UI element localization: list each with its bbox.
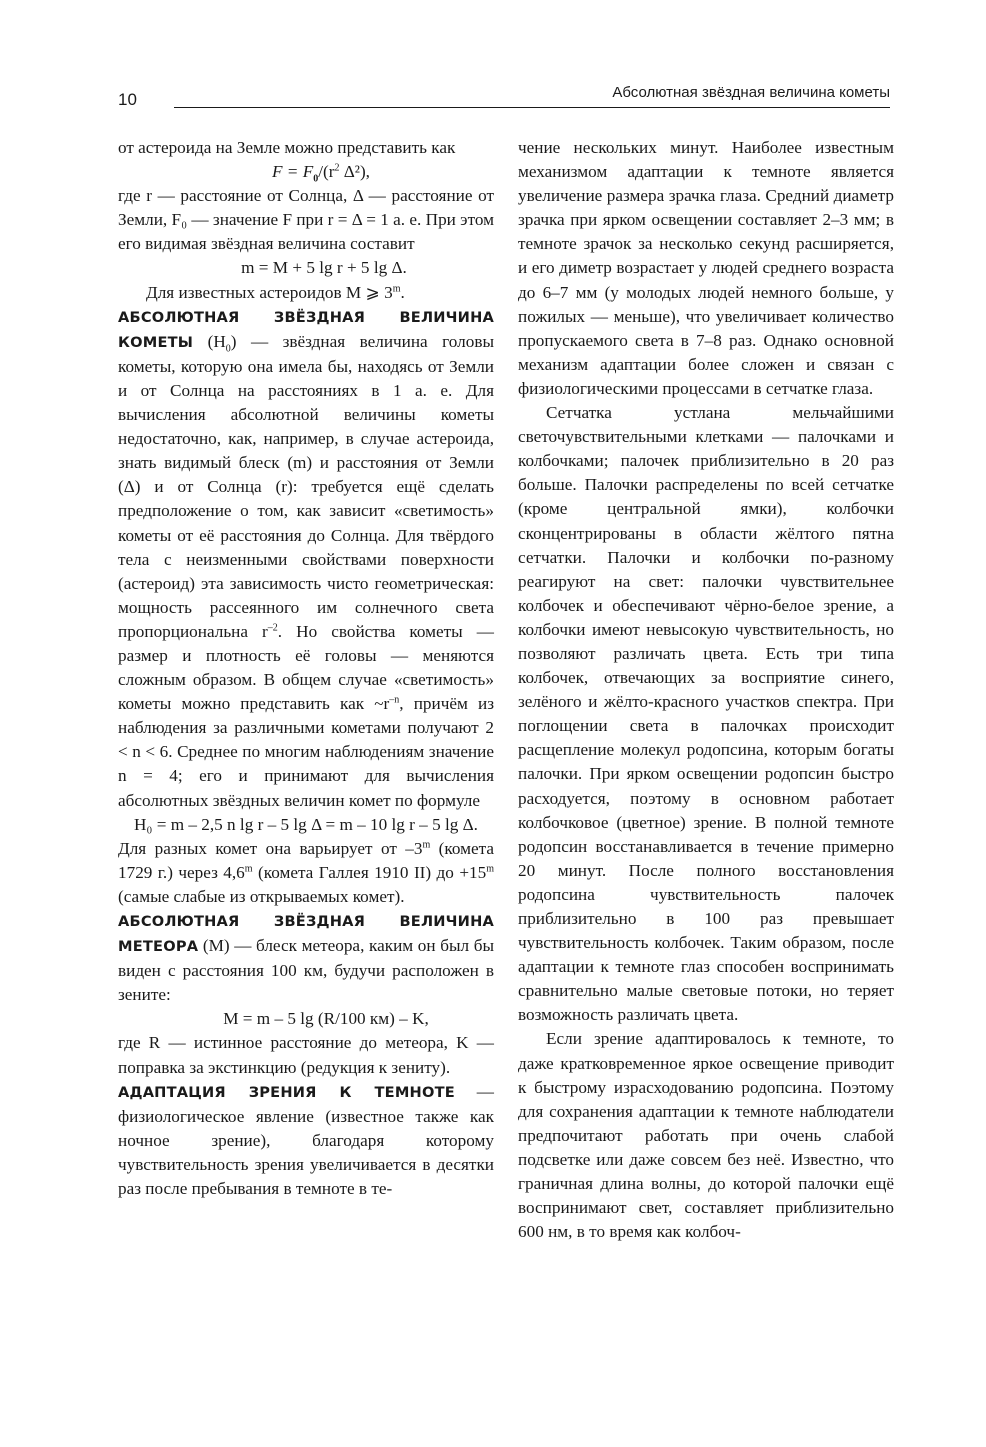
formula-comet: H₀ = m – 2,5 n lg r – 5 lg Δ = m – 10 lg r – 5 lg Δ.: [134, 814, 478, 834]
paragraph: чение нескольких минут. Наиболее известным механизмом адаптации к темноте является увеличение размера зрачка глаза. Средний диаметр зрачка при ярком освещении составляет 2–3 мм; в темноте зрачок за несколько секунд расширяется, и его диметр возрастает у людей среднего возраста до 6–7 мм (у молодых людей немного больше, у пожилых — меньше), что увеличивает количество пропускаемого света в 7–8 раз. Однако основной механизм адаптации более сложен и связан с физиологическими процессами в сетчатке глаза.: [518, 138, 894, 398]
entry-meteor-magnitude: АБСОЛЮТНАЯ ЗВЁЗДНАЯ ВЕЛИЧИНА МЕТЕОРА (M) — блеск метеора, каким он был бы виден с расстояния 100 км, будучи расположен в зените:: [118, 913, 494, 1005]
left-column: [118, 136, 494, 1201]
paragraph: Сетчатка устлана мельчайшими светочувствительными клетками — палочками и колбочками; палочек приблизительно в 20 раз больше. Палочки распределены по всей сетчатке (кроме центральной ямки), колбочки сконцентрированы в области жёлтого пятна сетчатки. Палочки и колбочки по-разному реагируют на свет: палочки чувствительнее колбочек и обеспечивают чёрно-белое зрение, а колбочки имеют невысокую чувствительность, но позволяют различать цвета. Есть три типа колбочек, отвечающих за восприятие синего, зелёного и жёлто-красного участков спектра. При поглощении света в палочках происходит расщепление молекул родопсина, которым богаты палочки. При ярком освещении родопсин быстро расходуется, поэтому в основном работает колбочковое (цветное) зрение. В полной темноте родопсин восстанавливается в течение примерно 20 минут. После полного восстановления родопсина чувствительность палочек приблизительно в 100 раз превышает чувствительность колбочек. Таким образом, после адаптации к темноте глаз способен воспринимать сравнительно малые световые потоки, но теряет возможность различать цвета.: [518, 403, 894, 1025]
paragraph: Для разных комет она варьирует от –3$^m$ (комета 1729 г.) через 4,6$^m$ (комета Галлея 1910 II) до $+15^m$ (самые слабые из открываемых комет).: [118, 838, 494, 906]
entry-comet-magnitude: АБСОЛЮТНАЯ ЗВЁЗДНАЯ ВЕЛИЧИНА КОМЕТЫ $(H_0)$ — звёздная величина головы кометы, которую она имела бы, находясь от Земли и от Солнца на расстояниях в 1 а. е. Для вычисления абсолютной величины кометы недостаточно, как, например, в случае астероида, знать видимый блеск (m) и расстояния от Земли (Δ) и от Солнца (r): требуется ещё сделать предположение о том, как зависит «светимость» кометы от её расстояния до Солнца. Для твёрдого тела с неизменными свойствами поверхности (астероид) эта зависимость чисто геометрическая: мощность рассеянного им солнечного света пропорциональна $r^{-2}$. Но свойства кометы — размер и плотность её головы — меняются сложным образом. В общем случае «светимость» кометы можно представить как $\sim r^{-n}$, причём из наблюдения за различными кометами получают 2 < n < 6. Среднее по многим наблюдениям значение n = 4; его и принимают для вычисления абсолютных звёздных величин комет по формуле: [118, 308, 494, 810]
entry-term: АБСОЛЮТНАЯ ЗВЁЗДНАЯ ВЕЛИЧИНА МЕТЕОРА: [118, 913, 494, 956]
paragraph: Для известных астероидов M ⩾ 3$^m$.: [146, 282, 405, 302]
page-number: 10: [118, 90, 137, 109]
formula-magnitude: m = M + 5 lg r + 5 lg Δ.: [241, 258, 407, 278]
formula-flux: $F = F_0/(r^2$ Δ²),: [272, 162, 370, 185]
paragraph: Если зрение адаптировалось к темноте, то даже кратковременное яркое освещение приводит к быстрому израсходованию родопсина. Поэтому для сохранения адаптации к темноте наблюдатели предпочитают работать при очень слабой подсветке или даже совсем без неё. Известно, что граничная длина волны, до которой палочки ещё воспринимают свет, составляет приблизительно 600 нм, в то время как колбоч-: [518, 1029, 894, 1242]
entry-term: АБСОЛЮТНАЯ ЗВЁЗДНАЯ ВЕЛИЧИНА КОМЕТЫ: [118, 308, 494, 351]
paragraph: где r — расстояние от Солнца, Δ — расстояние от Земли, F₀ — значение F при r = Δ = 1 а. е. При этом его видимая звёздная величина составит: [118, 186, 494, 254]
page-header: [118, 84, 890, 112]
entry-term: АДАПТАЦИЯ ЗРЕНИЯ К ТЕМНОТЕ: [118, 1083, 455, 1101]
right-column: [518, 136, 894, 1244]
paragraph: от астероида на Земле можно представить как: [118, 138, 456, 157]
formula-meteor: M = m – 5 lg (R/100 км) – K,: [223, 1009, 429, 1029]
header-rule: [174, 107, 890, 108]
running-title: Абсолютная звёздная величина кометы: [612, 84, 890, 101]
paragraph: где R — истинное расстояние до метеора, K — поправка за экстинкцию (редукция к зениту).: [118, 1033, 494, 1077]
entry-dark-adaptation: АДАПТАЦИЯ ЗРЕНИЯ К ТЕМНОТЕ — физиологическое явление (известное также как ночное зрение), благодаря которому чувствительность зрения увеличивается в десятки раз после пребывания в темноте в те-: [118, 1081, 494, 1199]
